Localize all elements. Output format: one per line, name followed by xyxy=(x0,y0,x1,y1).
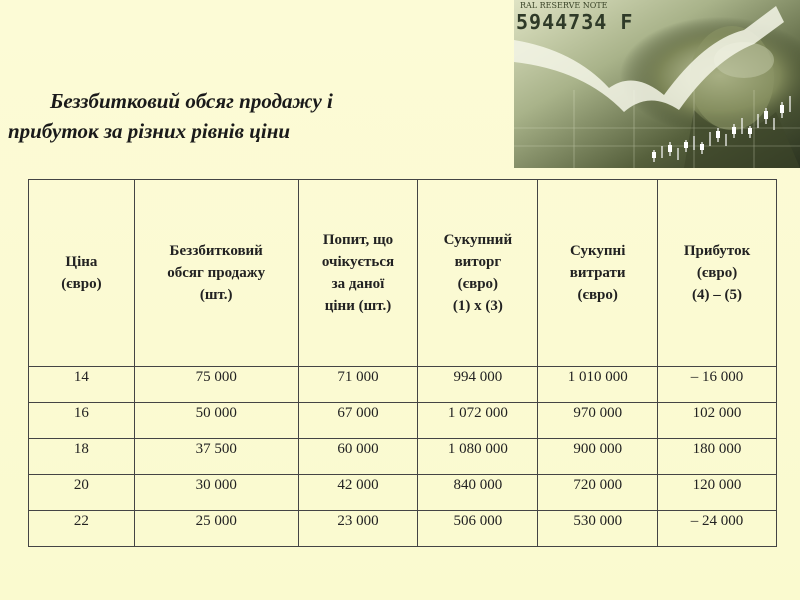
cell-break-even-volume: 75 000 xyxy=(134,367,298,403)
cell-total-revenue: 840 000 xyxy=(418,475,538,511)
cell-total-costs: 530 000 xyxy=(538,511,658,547)
cell-total-costs: 970 000 xyxy=(538,403,658,439)
table-row xyxy=(29,475,777,511)
cell-price: 18 xyxy=(29,439,135,475)
slide-title-line-1: Беззбитковий обсяг продажу і xyxy=(50,89,333,113)
banknote-top-text: RAL RESERVE NOTE xyxy=(520,1,608,10)
cell-total-revenue: 1 072 000 xyxy=(418,403,538,439)
cell-total-revenue: 1 080 000 xyxy=(418,439,538,475)
cell-break-even-volume: 50 000 xyxy=(134,403,298,439)
cell-total-costs: 1 010 000 xyxy=(538,367,658,403)
cell-break-even-volume: 30 000 xyxy=(134,475,298,511)
cell-total-costs: 720 000 xyxy=(538,475,658,511)
header-break-even-volume: Беззбитковий обсяг продажу (шт.) xyxy=(134,180,298,367)
table-row xyxy=(29,511,777,547)
cell-price: 14 xyxy=(29,367,135,403)
cell-price: 22 xyxy=(29,511,135,547)
table-row xyxy=(29,367,777,403)
cell-expected-demand: 42 000 xyxy=(298,475,418,511)
slide-title xyxy=(8,86,508,146)
cell-profit: 102 000 xyxy=(658,403,777,439)
table-row xyxy=(29,403,777,439)
cell-profit: 180 000 xyxy=(658,439,777,475)
cell-break-even-volume: 37 500 xyxy=(134,439,298,475)
cell-total-revenue: 994 000 xyxy=(418,367,538,403)
table-row xyxy=(29,439,777,475)
cell-expected-demand: 23 000 xyxy=(298,511,418,547)
cell-profit: – 16 000 xyxy=(658,367,777,403)
break-even-table xyxy=(28,179,777,547)
header-total-costs: Сукупні витрати (євро) xyxy=(538,180,658,367)
cell-price: 20 xyxy=(29,475,135,511)
header-expected-demand: Попит, що очікується за даної ціни (шт.) xyxy=(298,180,418,367)
cell-total-costs: 900 000 xyxy=(538,439,658,475)
cell-price: 16 xyxy=(29,403,135,439)
cell-expected-demand: 67 000 xyxy=(298,403,418,439)
cell-expected-demand: 71 000 xyxy=(298,367,418,403)
slide-title-line-2: прибуток за різних рівнів ціни xyxy=(8,119,291,143)
cell-break-even-volume: 25 000 xyxy=(134,511,298,547)
header-total-revenue: Сукупний виторг (євро) (1) х (3) xyxy=(418,180,538,367)
banknote-serial-number: 5944734 F xyxy=(516,10,634,34)
cell-expected-demand: 60 000 xyxy=(298,439,418,475)
cell-profit: 120 000 xyxy=(658,475,777,511)
header-price: Ціна (євро) xyxy=(29,180,135,367)
table-header-row xyxy=(29,180,777,367)
cell-profit: – 24 000 xyxy=(658,511,777,547)
header-profit: Прибуток (євро) (4) – (5) xyxy=(658,180,777,367)
cell-total-revenue: 506 000 xyxy=(418,511,538,547)
